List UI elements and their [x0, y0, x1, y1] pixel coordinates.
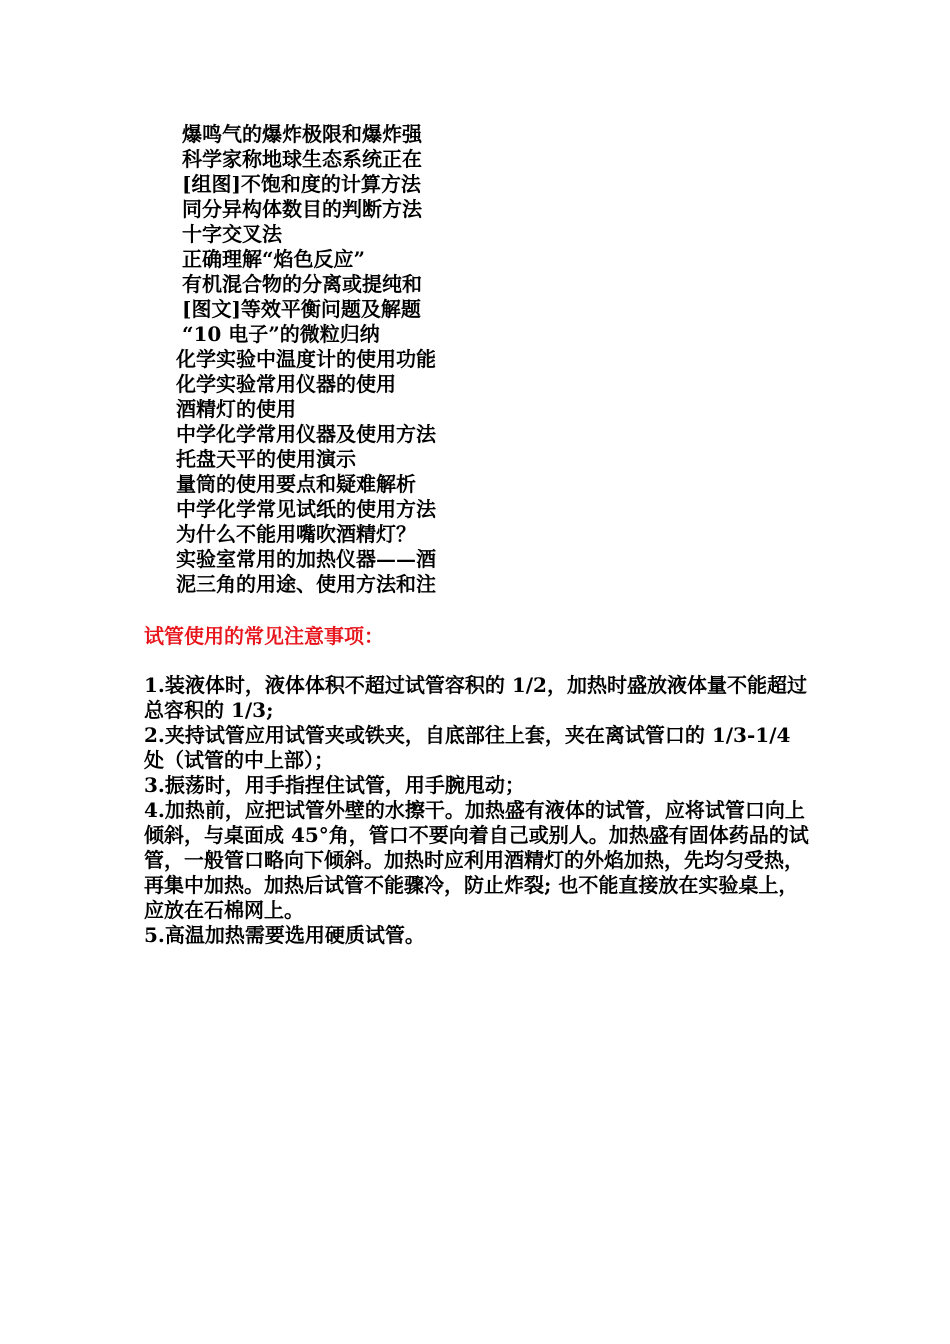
article-link[interactable]: 有机混合物的分离或提纯和 [182, 272, 422, 296]
article-link[interactable]: 科学家称地球生态系统正在 [182, 147, 422, 171]
section-title: 试管使用的常见注意事项： [144, 624, 384, 648]
article-link[interactable]: 泥三角的用途、使用方法和注 [176, 572, 436, 596]
article-link[interactable]: 实验室常用的加热仪器——酒 [176, 547, 436, 571]
article-link[interactable]: 正确理解“焰色反应” [182, 247, 366, 271]
article-link[interactable]: 十字交叉法 [182, 222, 282, 246]
article-link[interactable]: 同分异构体数目的判断方法 [182, 197, 422, 221]
article-link[interactable]: 爆鸣气的爆炸极限和爆炸强 [182, 122, 422, 146]
tip-item: 1.装液体时，液体体积不超过试管容积的 1/2，加热时盛放液体量不能超过总容积的 1/3; [144, 673, 807, 722]
tip-item: 3.振荡时，用手指捏住试管，用手腕甩动； [144, 773, 525, 797]
article-link[interactable]: “10 电子”的微粒归纳 [182, 322, 380, 346]
tip-item: 2.夹持试管应用试管夹或铁夹，自底部往上套，夹在离试管口的 1/3-1/4 处（试管的中上部）； [144, 723, 791, 772]
related-articles-list [176, 122, 436, 597]
article-link[interactable]: 为什么不能用嘴吹酒精灯？ [176, 522, 416, 546]
tip-item: 5.高温加热需要选用硬质试管。 [144, 923, 425, 947]
article-link[interactable]: 酒精灯的使用 [176, 397, 296, 421]
article-link[interactable]: 化学实验常用仪器的使用 [176, 372, 396, 396]
article-link[interactable]: [图文]等效平衡问题及解题 [182, 297, 421, 321]
article-link[interactable]: 量筒的使用要点和疑难解析 [176, 472, 416, 496]
article-link[interactable]: 中学化学常用仪器及使用方法 [176, 422, 436, 446]
article-link[interactable]: [组图]不饱和度的计算方法 [182, 172, 421, 196]
article-link[interactable]: 托盘天平的使用演示 [176, 447, 356, 471]
tips-list [144, 673, 816, 948]
article-link[interactable]: 中学化学常见试纸的使用方法 [176, 497, 436, 521]
article-link[interactable]: 化学实验中温度计的使用功能 [176, 347, 436, 371]
tip-item: 4.加热前，应把试管外壁的水擦干。加热盛有液体的试管，应将试管口向上倾斜，与桌面成 45°角，管口不要向着自己或别人。加热盛有固体药品的试管，一般管口略向下倾斜。加热时应利用酒精灯的外焰加热，先均匀受热，再集中加热。加热后试管不能骤冷，防止炸裂; 也不能直接放在实验桌上，应放在石棉网上。 [144, 798, 809, 922]
